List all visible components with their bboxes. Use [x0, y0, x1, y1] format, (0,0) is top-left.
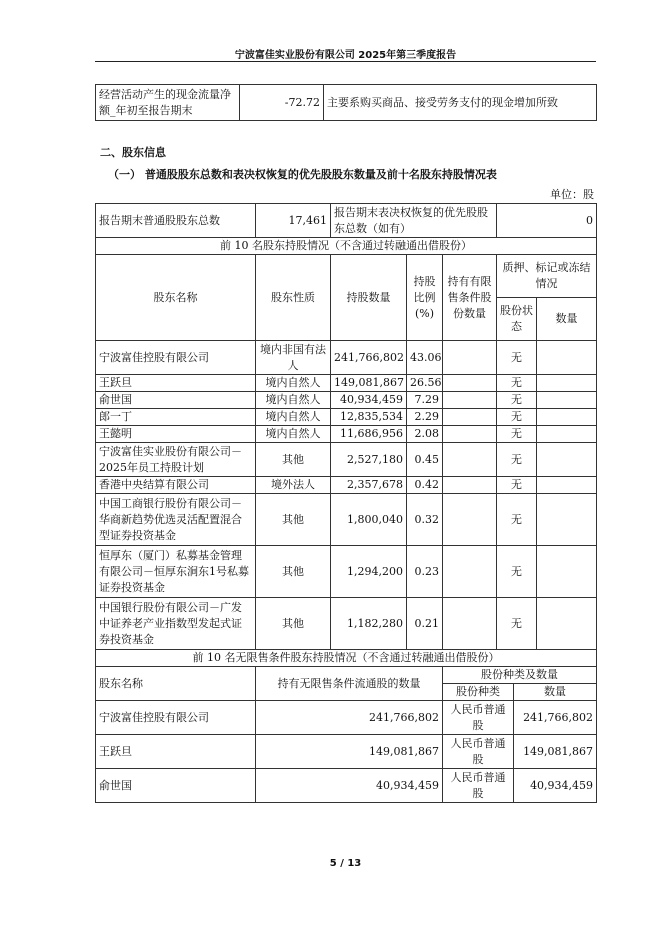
table-row — [96, 546, 597, 598]
unrestricted-shares: 40,934,459 — [256, 769, 443, 803]
shareholder-table — [95, 203, 597, 803]
pledge-status: 无 — [497, 392, 537, 409]
shareholder-shares: 2,527,180 — [331, 443, 407, 477]
shareholder-name: 宁波富佳控股有限公司 — [96, 341, 256, 375]
total-holders-value: 17,461 — [256, 204, 331, 238]
shareholder-name: 王跃旦 — [96, 375, 256, 392]
shareholder-name: 中国工商银行股份有限公司－华商新趋势优选灵活配置混合型证券投资基金 — [96, 494, 256, 546]
table-row — [96, 769, 597, 803]
pledge-status: 无 — [497, 494, 537, 546]
shareholder-nature: 境外法人 — [256, 477, 331, 494]
shareholder-name: 香港中央结算有限公司 — [96, 477, 256, 494]
unrestricted-shares: 241,766,802 — [256, 701, 443, 735]
unrestricted-header-name: 股东名称 — [96, 667, 256, 701]
top10-section-title: 前 10 名股东持股情况（不含通过转融通出借股份） — [96, 238, 597, 255]
shareholder-shares: 12,835,534 — [331, 409, 407, 426]
shareholder-shares: 40,934,459 — [331, 392, 407, 409]
shareholder-restricted — [443, 443, 497, 477]
shareholder-name: 宁波富佳实业股份有限公司－2025年员工持股计划 — [96, 443, 256, 477]
table-row — [96, 409, 597, 426]
shareholder-nature: 境内自然人 — [256, 375, 331, 392]
shareholder-ratio: 7.29 — [407, 392, 443, 409]
unit-label: 单位：股 — [550, 188, 594, 201]
shareholder-shares: 241,766,802 — [331, 341, 407, 375]
preferred-holders-label: 报告期末表决权恢复的优先股股东总数（如有） — [331, 204, 497, 238]
pledge-qty — [537, 426, 597, 443]
shareholder-nature: 其他 — [256, 494, 331, 546]
header-ratio: 持股比例(%) — [407, 255, 443, 341]
shareholder-nature: 境内自然人 — [256, 392, 331, 409]
shareholder-name: 郎一丁 — [96, 409, 256, 426]
shareholder-restricted — [443, 494, 497, 546]
unrestricted-name: 宁波富佳控股有限公司 — [96, 701, 256, 735]
pledge-qty — [537, 392, 597, 409]
unrestricted-qty: 149,081,867 — [514, 735, 597, 769]
unrestricted-qty: 40,934,459 — [514, 769, 597, 803]
shareholder-shares: 2,357,678 — [331, 477, 407, 494]
report-header: 宁波富佳实业股份有限公司 2025年第三季度报告 — [234, 50, 457, 61]
table-row — [96, 701, 597, 735]
table-row — [96, 477, 597, 494]
shareholder-restricted — [443, 375, 497, 392]
preferred-holders-value: 0 — [497, 204, 597, 238]
shareholder-restricted — [443, 392, 497, 409]
header-nature: 股东性质 — [256, 255, 331, 341]
unrestricted-header-type-group: 股份种类及数量 — [443, 667, 597, 684]
pledge-qty — [537, 375, 597, 392]
pledge-qty — [537, 477, 597, 494]
section-title: 二、股东信息 — [100, 146, 166, 159]
table-row — [96, 494, 597, 546]
shareholder-shares: 11,686,956 — [331, 426, 407, 443]
pledge-status: 无 — [497, 477, 537, 494]
pledge-status: 无 — [497, 341, 537, 375]
shareholder-ratio: 0.21 — [407, 598, 443, 650]
pledge-status: 无 — [497, 598, 537, 650]
shareholder-ratio: 43.06 — [407, 341, 443, 375]
shareholder-nature: 其他 — [256, 443, 331, 477]
pledge-qty — [537, 443, 597, 477]
shareholder-name: 俞世国 — [96, 392, 256, 409]
cash-flow-value: -72.72 — [240, 85, 324, 121]
shareholder-ratio: 0.42 — [407, 477, 443, 494]
shareholder-name: 中国银行股份有限公司－广发中证养老产业指数型发起式证券投资基金 — [96, 598, 256, 650]
pledge-status: 无 — [497, 409, 537, 426]
unrestricted-section-title: 前 10 名无限售条件股东持股情况（不含通过转融通出借股份） — [96, 650, 597, 667]
shareholder-name: 恒厚东（厦门）私募基金管理有限公司－恒厚东涧东1号私募证券投资基金 — [96, 546, 256, 598]
shareholder-ratio: 26.56 — [407, 375, 443, 392]
shareholder-shares: 1,294,200 — [331, 546, 407, 598]
header-restricted: 持有有限售条件股份数量 — [443, 255, 497, 341]
total-holders-label: 报告期末普通股股东总数 — [96, 204, 256, 238]
pledge-status: 无 — [497, 426, 537, 443]
pledge-status: 无 — [497, 375, 537, 392]
page-number: 5 / 13 — [329, 858, 362, 869]
shareholder-ratio: 0.45 — [407, 443, 443, 477]
header-pledge-qty: 数量 — [537, 298, 597, 341]
pledge-status: 无 — [497, 546, 537, 598]
shareholder-ratio: 2.29 — [407, 409, 443, 426]
header-pledge: 质押、标记或冻结情况 — [497, 255, 597, 298]
shareholder-nature: 境内自然人 — [256, 409, 331, 426]
pledge-qty — [537, 341, 597, 375]
shareholder-shares: 1,800,040 — [331, 494, 407, 546]
header-name: 股东名称 — [96, 255, 256, 341]
subsection-title: （一） 普通股股东总数和表决权恢复的优先股股东数量及前十名股东持股情况表 — [108, 168, 497, 181]
unrestricted-header-shares: 持有无限售条件流通股的数量 — [256, 667, 443, 701]
pledge-qty — [537, 409, 597, 426]
pledge-qty — [537, 546, 597, 598]
table-row — [96, 426, 597, 443]
cash-flow-reason: 主要系购买商品、接受劳务支付的现金增加所致 — [324, 85, 597, 121]
shareholder-restricted — [443, 477, 497, 494]
shareholder-restricted — [443, 409, 497, 426]
unrestricted-type: 人民币普通股 — [443, 735, 514, 769]
shareholder-nature: 其他 — [256, 598, 331, 650]
unrestricted-qty: 241,766,802 — [514, 701, 597, 735]
cash-flow-table — [95, 84, 597, 121]
shareholder-restricted — [443, 598, 497, 650]
unrestricted-header-type: 股份种类 — [443, 684, 514, 701]
pledge-qty — [537, 598, 597, 650]
cash-flow-item: 经营活动产生的现金流量净额_年初至报告期末 — [96, 85, 240, 121]
header-pledge-status: 股份状态 — [497, 298, 537, 341]
pledge-qty — [537, 494, 597, 546]
shareholder-shares: 1,182,280 — [331, 598, 407, 650]
shareholder-nature: 境内非国有法人 — [256, 341, 331, 375]
shareholder-shares: 149,081,867 — [331, 375, 407, 392]
unrestricted-type: 人民币普通股 — [443, 769, 514, 803]
shareholder-ratio: 2.08 — [407, 426, 443, 443]
table-row — [96, 341, 597, 375]
unrestricted-type: 人民币普通股 — [443, 701, 514, 735]
unrestricted-header-qty: 数量 — [514, 684, 597, 701]
shareholder-restricted — [443, 341, 497, 375]
unrestricted-shares: 149,081,867 — [256, 735, 443, 769]
shareholder-ratio: 0.23 — [407, 546, 443, 598]
table-row — [96, 598, 597, 650]
table-row — [96, 392, 597, 409]
shareholder-restricted — [443, 546, 497, 598]
shareholder-ratio: 0.32 — [407, 494, 443, 546]
pledge-status: 无 — [497, 443, 537, 477]
table-row — [96, 443, 597, 477]
unrestricted-name: 俞世国 — [96, 769, 256, 803]
shareholder-restricted — [443, 426, 497, 443]
header-divider — [95, 61, 596, 62]
table-row — [96, 735, 597, 769]
table-row — [96, 375, 597, 392]
shareholder-nature: 境内自然人 — [256, 426, 331, 443]
shareholder-name: 王懿明 — [96, 426, 256, 443]
shareholder-nature: 其他 — [256, 546, 331, 598]
unrestricted-name: 王跃旦 — [96, 735, 256, 769]
header-shares: 持股数量 — [331, 255, 407, 341]
